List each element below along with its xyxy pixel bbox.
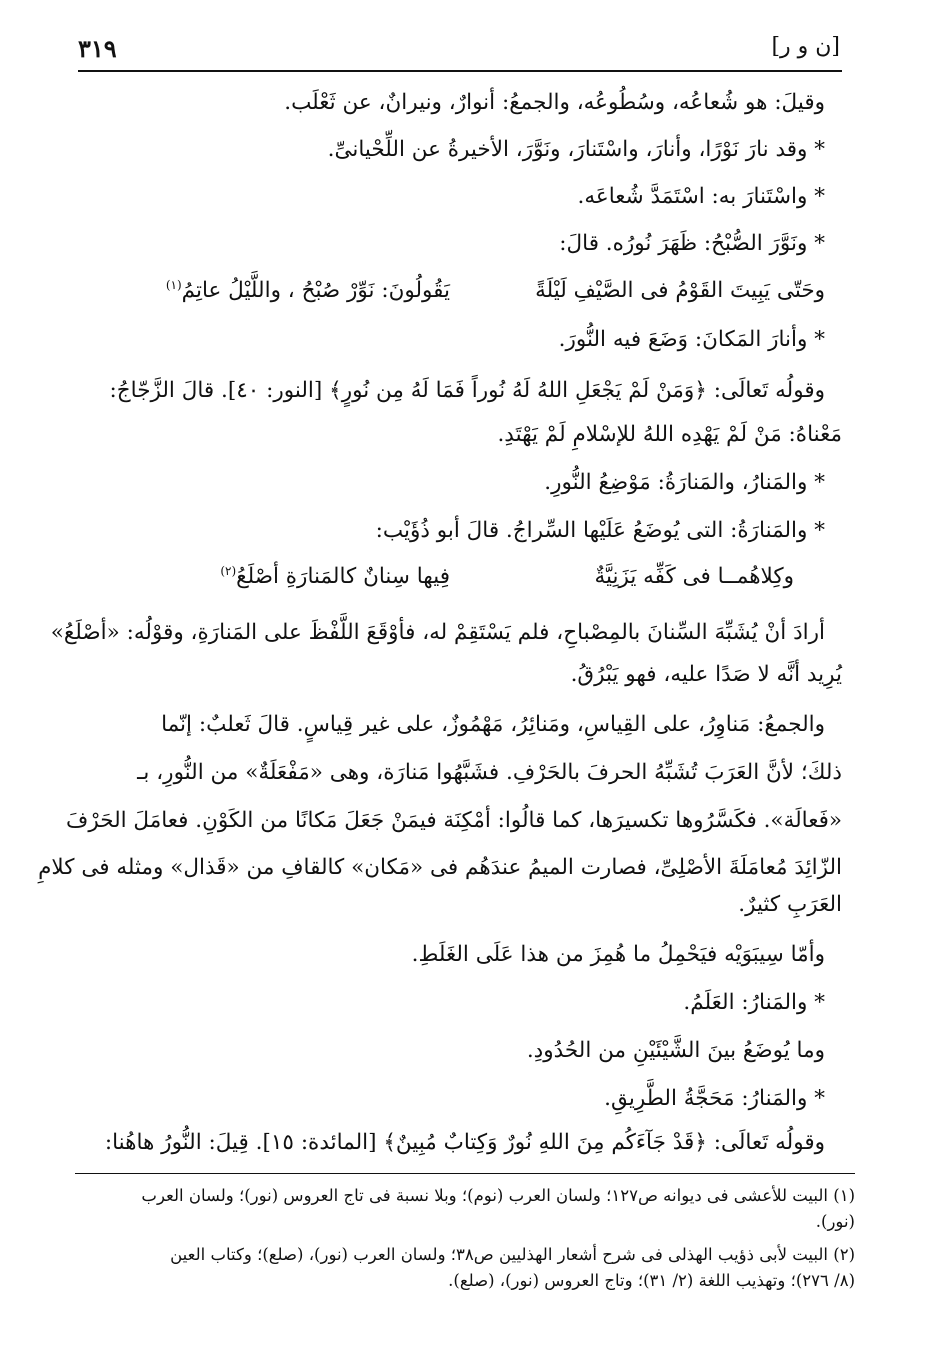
text-line: الزّائِدَ مُعامَلَةَ الأصْلِىِّ، فصارت الميمُ عندَهُم فى «مَكان» كالقافِ من «قَذال» ومثله فى كلامِ (38, 855, 842, 880)
root-heading: [ن و ر] (771, 34, 840, 59)
verse-text: يَقُولُونَ: نَوِّرْ صُبْحُ ، واللَّيْلُ عاتِمُ (181, 278, 450, 304)
footnote: (٢) البيت لأبى ذؤيب الهذلى فى شرح أشعار الهذليين ص٣٨؛ ولسان العرب (نور)، (صلع)؛ وكتاب العين (170, 1245, 855, 1264)
text-line: * والمَنارُ: مَحَجَّةُ الطَّرِيقِ. (604, 1086, 825, 1111)
text-line: * والمَنارَةُ: التى يُوضَعُ عَلَيْها السِّراجُ. قالَ أبو ذُؤَيْب: (375, 518, 825, 543)
text-line: * وقد نارَ نَوْرًا، وأنارَ، واسْتَنارَ، ونَوَّرَ، الأخيرةُ عن اللِّحْيانىِّ. (327, 137, 825, 162)
text-line: العَرَبِ كثيرٌ. (738, 892, 842, 917)
text-line: أرادَ أنْ يُشَبِّهَ السِّنانَ بالمِصْباحِ، فلم يَسْتَقِمْ له، فأوْقَعَ اللَّفْظَ على المَنارَةِ، وقوْلُه: «أصْلَعُ» (50, 620, 825, 645)
verse-text: فِيها سِنانٌ كالمَنارَةِ أصْلَعُ (236, 564, 450, 590)
text-line: * ونَوَّرَ الصُّبْحُ: ظَهَرَ نُورُه. قالَ: (559, 231, 825, 256)
text-line: ذلكَ؛ لأنَّ العَرَبَ تُشَبِّهُ الحرفَ بالحَرْفِ. فشَبَّهُوا مَنارَة، وهى «مَفْعَلَةٌ» من النُّورِ، بـ (137, 760, 842, 785)
page-number: ٣١٩ (78, 34, 117, 63)
verse-hemistich (220, 564, 450, 589)
page-header (78, 30, 842, 72)
text-line: وأمّا سِيبَوَيْه فيَحْمِلُ ما هُمِزَ من هذا عَلَى الغَلَطِ. (411, 942, 825, 967)
text-line: * وأنارَ المَكانَ: وَضَعَ فيه النُّورَ. (558, 327, 825, 352)
text-line: * والمَنارُ، والمَنارَةُ: مَوْضِعُ النُّورِ. (544, 470, 825, 495)
verse-hemistich: وحَتّى يَبِيتَ القَوْمُ فى الصَّيْفِ لَيْلَةً (535, 278, 825, 303)
text-line: وقيلَ: هو شُعاعُه، وسُطُوعُه، والجمعُ: أنوارٌ، ونيرانٌ، عن ثَعْلَب. (284, 90, 825, 115)
text-line: «فَعالَة». فكَسَّرُوها تكسيرَها، كما قالُوا: أمْكِنَة فيمَنْ جَعَلَ مَكانًا من الكَوْنِ. فعامَلَ الحَرْفَ (66, 808, 842, 833)
text-line: وما يُوضَعُ بينَ الشَّيْئَيْنِ من الحُدُودِ. (526, 1038, 825, 1063)
verse-hemistich (166, 278, 450, 303)
footnote-marker: (٢) (220, 564, 237, 578)
footnote: (٨/ ٢٧٦)؛ وتهذيب اللغة (٢/ ٣١)؛ وتاج العروس (نور)، (صلع). (448, 1271, 855, 1290)
text-line: * واسْتَنارَ به: اسْتَمَدَّ شُعاعَه. (577, 184, 825, 209)
text-line: وقولُه تَعالَى: ﴿وَمَنْ لَمْ يَجْعَلِ اللهُ لَهُ نُوراً فَمَا لَهُ مِن نُورٍ﴾ [النور: ٤٠]. قالَ الزَّجّاجُ: (109, 378, 825, 403)
text-line: والجمعُ: مَناوِرُ، على القِياسِ، ومَنائِرُ، مَهْمُوزٌ، على غير قِياسٍ. قالَ ثَعلبٌ: إنّما (161, 712, 825, 737)
footnote: (نور). (815, 1212, 855, 1231)
footnote-divider (75, 1173, 855, 1174)
text-line: * والمَنارُ: العَلَمُ. (683, 990, 825, 1015)
footnote: (١) البيت للأعشى فى ديوانه ص١٢٧؛ ولسان العرب (نوم)؛ وبلا نسبة فى تاج العروس (نور)؛ ولسان العرب (141, 1186, 855, 1205)
text-line: يُرِيد أنَّه لا صَدًا عليه، فهو يَبْرُقُ. (570, 662, 842, 687)
text-line: مَعْناهُ: مَنْ لَمْ يَهْدِه اللهُ للإسْلامِ لَمْ يَهْتَدِ. (497, 422, 842, 447)
text-line: وقولُه تَعالَى: ﴿قَدْ جَآءَكُم مِنَ اللهِ نُورٌ وَكِتابٌ مُبِينٌ﴾ [المائدة: ١٥]. قِيلَ: النُّورُ هاهُنا: (104, 1130, 825, 1155)
verse-hemistich: وكِلاهُمــا فى كَفِّه يَزَنِيَّةٌ (594, 564, 794, 589)
footnote-marker: (١) (165, 278, 182, 292)
